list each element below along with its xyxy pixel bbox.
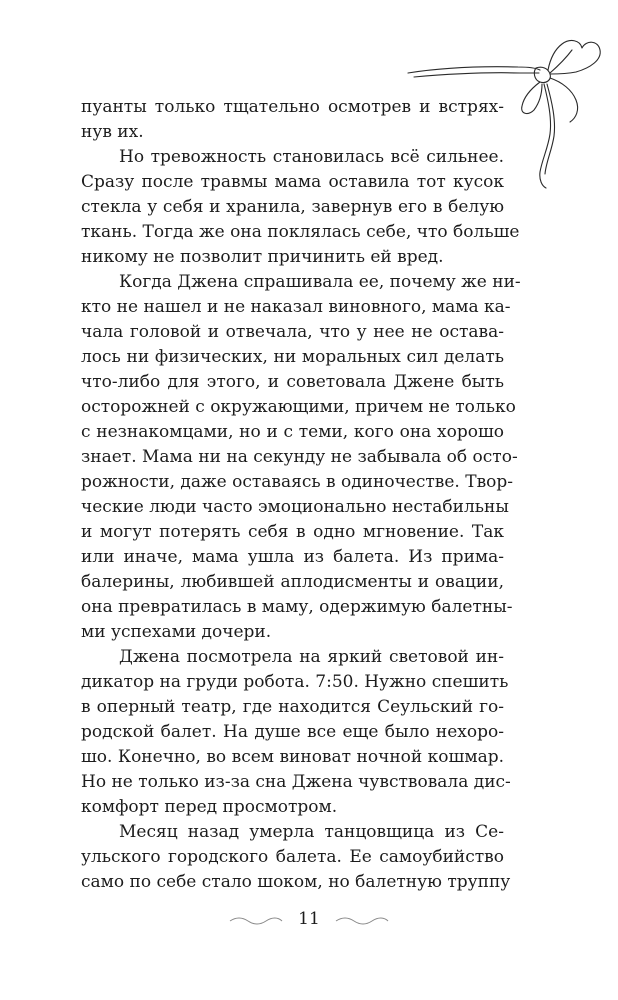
- text-line: с незнакомцами, но и с теми, кого она хорошо: [81, 422, 504, 442]
- text-line: осторожней с окружающими, причем не только: [81, 397, 516, 417]
- text-line: комфорт перед просмотром.: [81, 797, 338, 817]
- text-line: никому не позволит причинить ей вред.: [81, 247, 444, 267]
- text-line: ми успехами дочери.: [81, 622, 272, 642]
- text-line: пуанты только тщательно осмотрев и встрях-: [81, 97, 504, 117]
- right-flourish-ornament: [334, 915, 390, 927]
- text-line: в оперный театр, где находится Сеульский го-: [81, 697, 504, 717]
- text-line: дикатор на груди робота. 7:50. Нужно спешить: [81, 672, 509, 692]
- text-line: стекла у себя и хранила, завернув его в белую: [81, 197, 504, 217]
- page-number: 11: [298, 909, 320, 929]
- text-line: знает. Мама ни на секунду не забывала об осто-: [81, 447, 518, 467]
- text-line: лось ни физических, ни моральных сил делать: [81, 347, 504, 367]
- text-line: ульского городского балета. Ее самоубийство: [81, 847, 504, 867]
- text-line: балерины, любившей аплодисменты и овации,: [81, 572, 504, 592]
- text-line: Джена посмотрела на яркий световой ин-: [119, 647, 504, 667]
- body-text: [81, 95, 521, 895]
- text-line: само по себе стало шоком, но балетную труппу: [81, 872, 511, 892]
- text-line: чала головой и отвечала, что у нее не остава-: [81, 322, 504, 342]
- text-line: или иначе, мама ушла из балета. Из прима-: [81, 547, 504, 567]
- text-line: она превратилась в маму, одержимую балетны-: [81, 597, 513, 617]
- text-line: родской балет. На душе все еще было нехоро-: [81, 722, 504, 742]
- text-line: шо. Конечно, во всем виноват ночной кошмар.: [81, 747, 504, 767]
- text-line: что-либо для этого, и советовала Джене быть: [81, 372, 504, 392]
- text-line: Но не только из-за сна Джена чувствовала дис-: [81, 772, 511, 792]
- text-line: Сразу после травмы мама оставила тот кусок: [81, 172, 504, 192]
- text-line: ческие люди часто эмоционально нестабильны: [81, 497, 509, 517]
- text-line: ткань. Тогда же она поклялась себе, что больше: [81, 222, 520, 242]
- text-line: рожности, даже оставаясь в одиночестве. Твор-: [81, 472, 514, 492]
- text-line: кто не нашел и не наказал виновного, мама ка-: [81, 297, 511, 317]
- page-footer: [0, 905, 618, 935]
- text-line: Но тревожность становилась всё сильнее.: [119, 147, 504, 167]
- text-line: Когда Джена спрашивала ее, почему же ни-: [119, 272, 521, 292]
- text-line: и могут потерять себя в одно мгновение. Так: [81, 522, 504, 542]
- text-line: Месяц назад умерла танцовщица из Се-: [119, 822, 504, 842]
- text-line: нув их.: [81, 122, 144, 142]
